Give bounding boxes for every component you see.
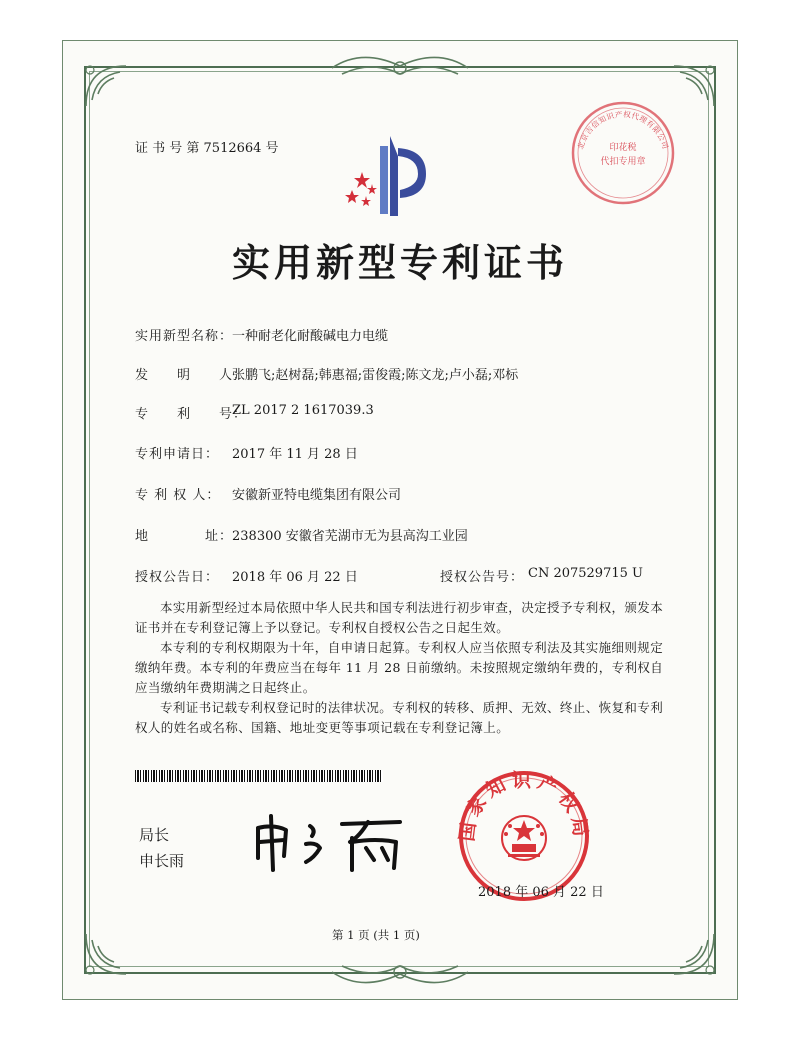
certificate-number: 证 书 号 第 7512664 号 — [135, 141, 279, 156]
holder-value: 安徽新亚特电缆集团有限公司 — [232, 488, 402, 503]
address-label: 地 址： — [135, 529, 234, 544]
apply-date-label: 专利申请日： — [135, 447, 220, 462]
director-title: 局长 — [139, 826, 170, 844]
paragraph-1: 本实用新型经过本局依照中华人民共和国专利法进行初步审查，决定授予专利权，颁发本证书并在专利登记簿上予以登记。专利权自授权公告之日起生效。 — [135, 600, 664, 635]
name-value: 一种耐老化耐酸碱电力电缆 — [232, 329, 389, 344]
patent-number-label: 专 利 号： — [135, 407, 248, 422]
certificate-title: 实用新型专利证书 — [231, 240, 568, 285]
seal-text: 国家知识产权局 — [456, 769, 592, 843]
seal-date: 2018 年 06 月 22 日 — [478, 885, 604, 900]
patent-number-value: ZL 2017 2 1617039.3 — [232, 403, 374, 418]
barcode — [135, 770, 383, 782]
page-footer: 第 1 页 (共 1 页) — [332, 928, 420, 942]
corner-ornament-bottom-left — [76, 924, 136, 984]
director-name: 申长雨 — [139, 852, 185, 870]
name-label: 实用新型名称： — [135, 329, 234, 344]
stamp-inner-line-2: 代扣专用章 — [600, 157, 646, 167]
corner-ornament-top-left — [76, 56, 136, 116]
grant-number-value: CN 207529715 U — [528, 566, 643, 581]
agency-stamp — [568, 98, 678, 208]
address-value: 238300 安徽省芜湖市无为县高沟工业园 — [232, 529, 468, 544]
paragraph-2: 本专利的专利权期限为十年，自申请日起算。专利权人应当依照专利法及其实施细则规定缴纳年费。本专利的年费应当在每年 11 月 28 日前缴纳。未按照规定缴纳年费的，专利权自应当缴纳年费期满之日起终止。 — [135, 640, 664, 695]
signature — [250, 808, 410, 878]
grant-date-value: 2018 年 06 月 22 日 — [232, 570, 358, 585]
inventor-value: 张鹏飞;赵树磊;韩惠福;雷俊霞;陈文龙;卢小磊;邓标 — [232, 368, 519, 383]
national-emblem-icon — [502, 816, 546, 860]
holder-label: 专 利 权 人： — [135, 488, 221, 503]
paragraph-3: 专利证书记载专利权登记时的法律状况。专利权的转移、质押、无效、终止、恢复和专利权人的姓名或名称、国籍、地址变更等事项记载在专利登记簿上。 — [135, 700, 664, 735]
stamp-inner-line-1: 印花税 — [609, 143, 637, 153]
apply-date-value: 2017 年 11 月 28 日 — [232, 447, 358, 462]
stamp-arc-text: 北京吉信知识产权代理有限公司 — [575, 109, 671, 151]
grant-date-label: 授权公告日： — [135, 570, 220, 585]
grant-number-label: 授权公告号： — [440, 570, 525, 585]
inventor-label: 发 明 人： — [135, 368, 248, 383]
bottom-ornament — [322, 952, 478, 992]
patent-office-logo — [340, 128, 440, 228]
corner-ornament-bottom-right — [664, 924, 724, 984]
top-ornament — [322, 48, 478, 88]
